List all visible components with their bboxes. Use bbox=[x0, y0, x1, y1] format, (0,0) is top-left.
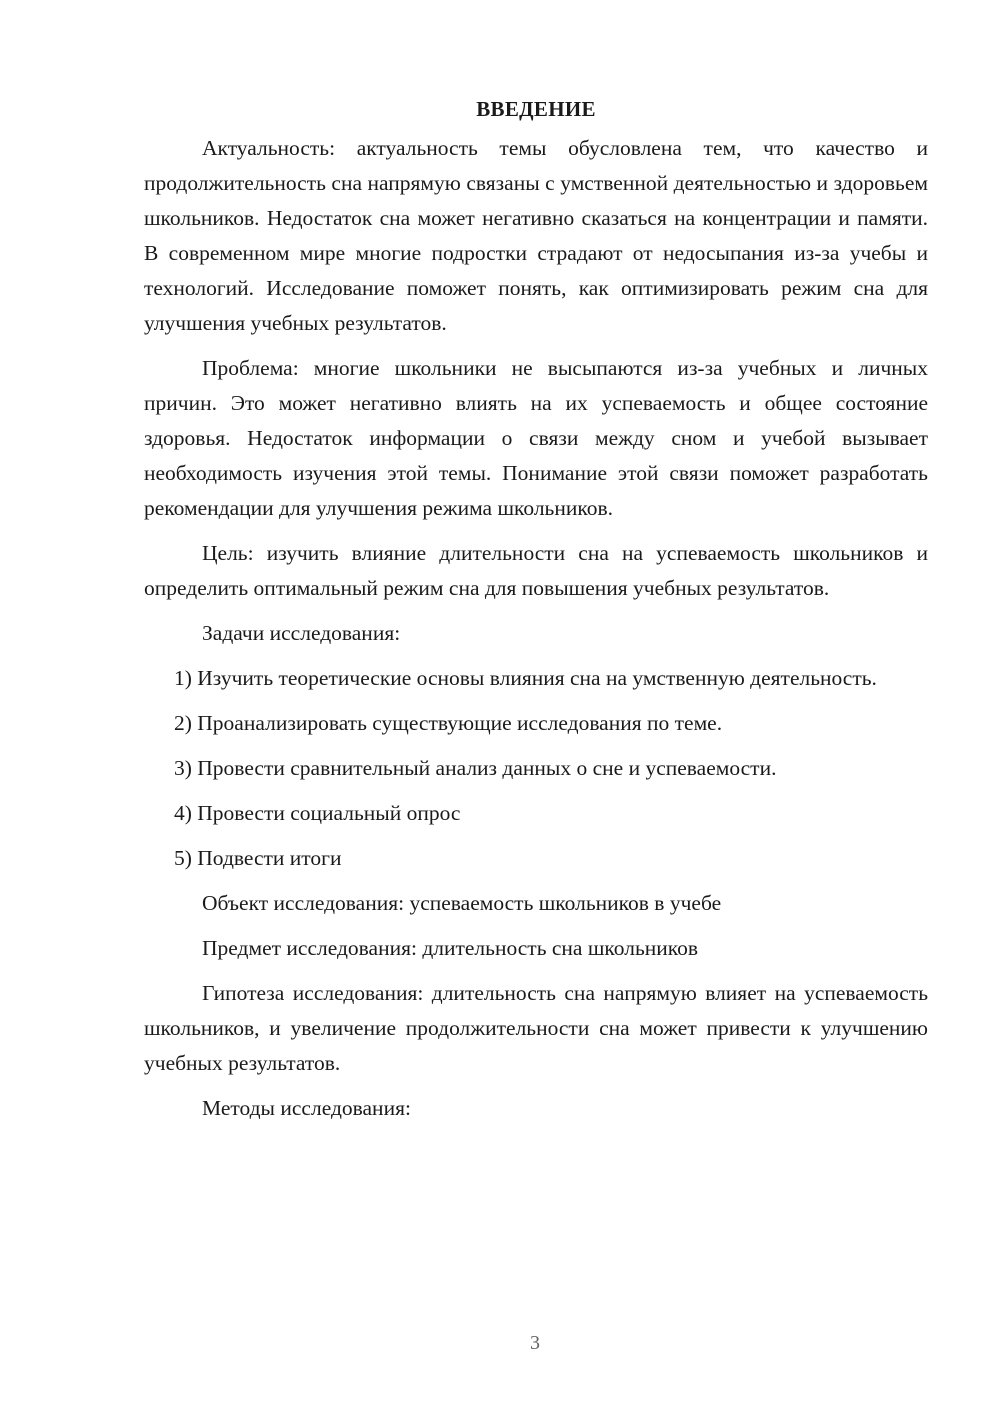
task-item: 5) Подвести итоги bbox=[174, 846, 342, 870]
hypothesis-paragraph: Гипотеза исследования: длительность сна напрямую влияет на успеваемость школьников, и увеличение продолжительности сна может привести к улучшению учебных результатов. bbox=[144, 981, 928, 1075]
tasks-title: Задачи исследования: bbox=[202, 621, 401, 645]
relevance-paragraph: Актуальность: актуальность темы обусловлена тем, что качество и продолжительность сна напрямую связаны с умственной деятельностью и здоровьем школьников. Недостаток сна может негативно сказаться на концентрации и памяти. В современном мире многие подростки страдают от недосыпания из-за учебы и технологий. Исследование поможет понять, как оптимизировать режим сна для улучшения учебных результатов. bbox=[144, 136, 928, 335]
task-item: 3) Провести сравнительный анализ данных о сне и успеваемости. bbox=[174, 756, 777, 780]
task-item: 2) Проанализировать существующие исследования по теме. bbox=[174, 711, 723, 735]
document-page bbox=[144, 92, 928, 1136]
object-paragraph: Объект исследования: успеваемость школьников в учебе bbox=[202, 891, 722, 915]
goal-paragraph: Цель: изучить влияние длительности сна на успеваемость школьников и определить оптимальный режим сна для повышения учебных результатов. bbox=[144, 541, 928, 600]
section-heading: ВВЕДЕНИЕ bbox=[476, 97, 596, 121]
problem-paragraph: Проблема: многие школьники не высыпаются из-за учебных и личных причин. Это может негативно влиять на их успеваемость и общее состояние здоровья. Недостаток информации о связи между сном и учебой вызывает необходимость изучения этой темы. Понимание этой связи поможет разработать рекомендации для улучшения режима школьников. bbox=[144, 356, 928, 520]
subject-paragraph: Предмет исследования: длительность сна школьников bbox=[202, 936, 699, 960]
page-number: 3 bbox=[530, 1332, 540, 1354]
task-item: 4) Провести социальный опрос bbox=[174, 801, 461, 825]
methods-title: Методы исследования: bbox=[202, 1096, 411, 1120]
task-item: 1) Изучить теоретические основы влияния сна на умственную деятельность. bbox=[174, 666, 877, 690]
